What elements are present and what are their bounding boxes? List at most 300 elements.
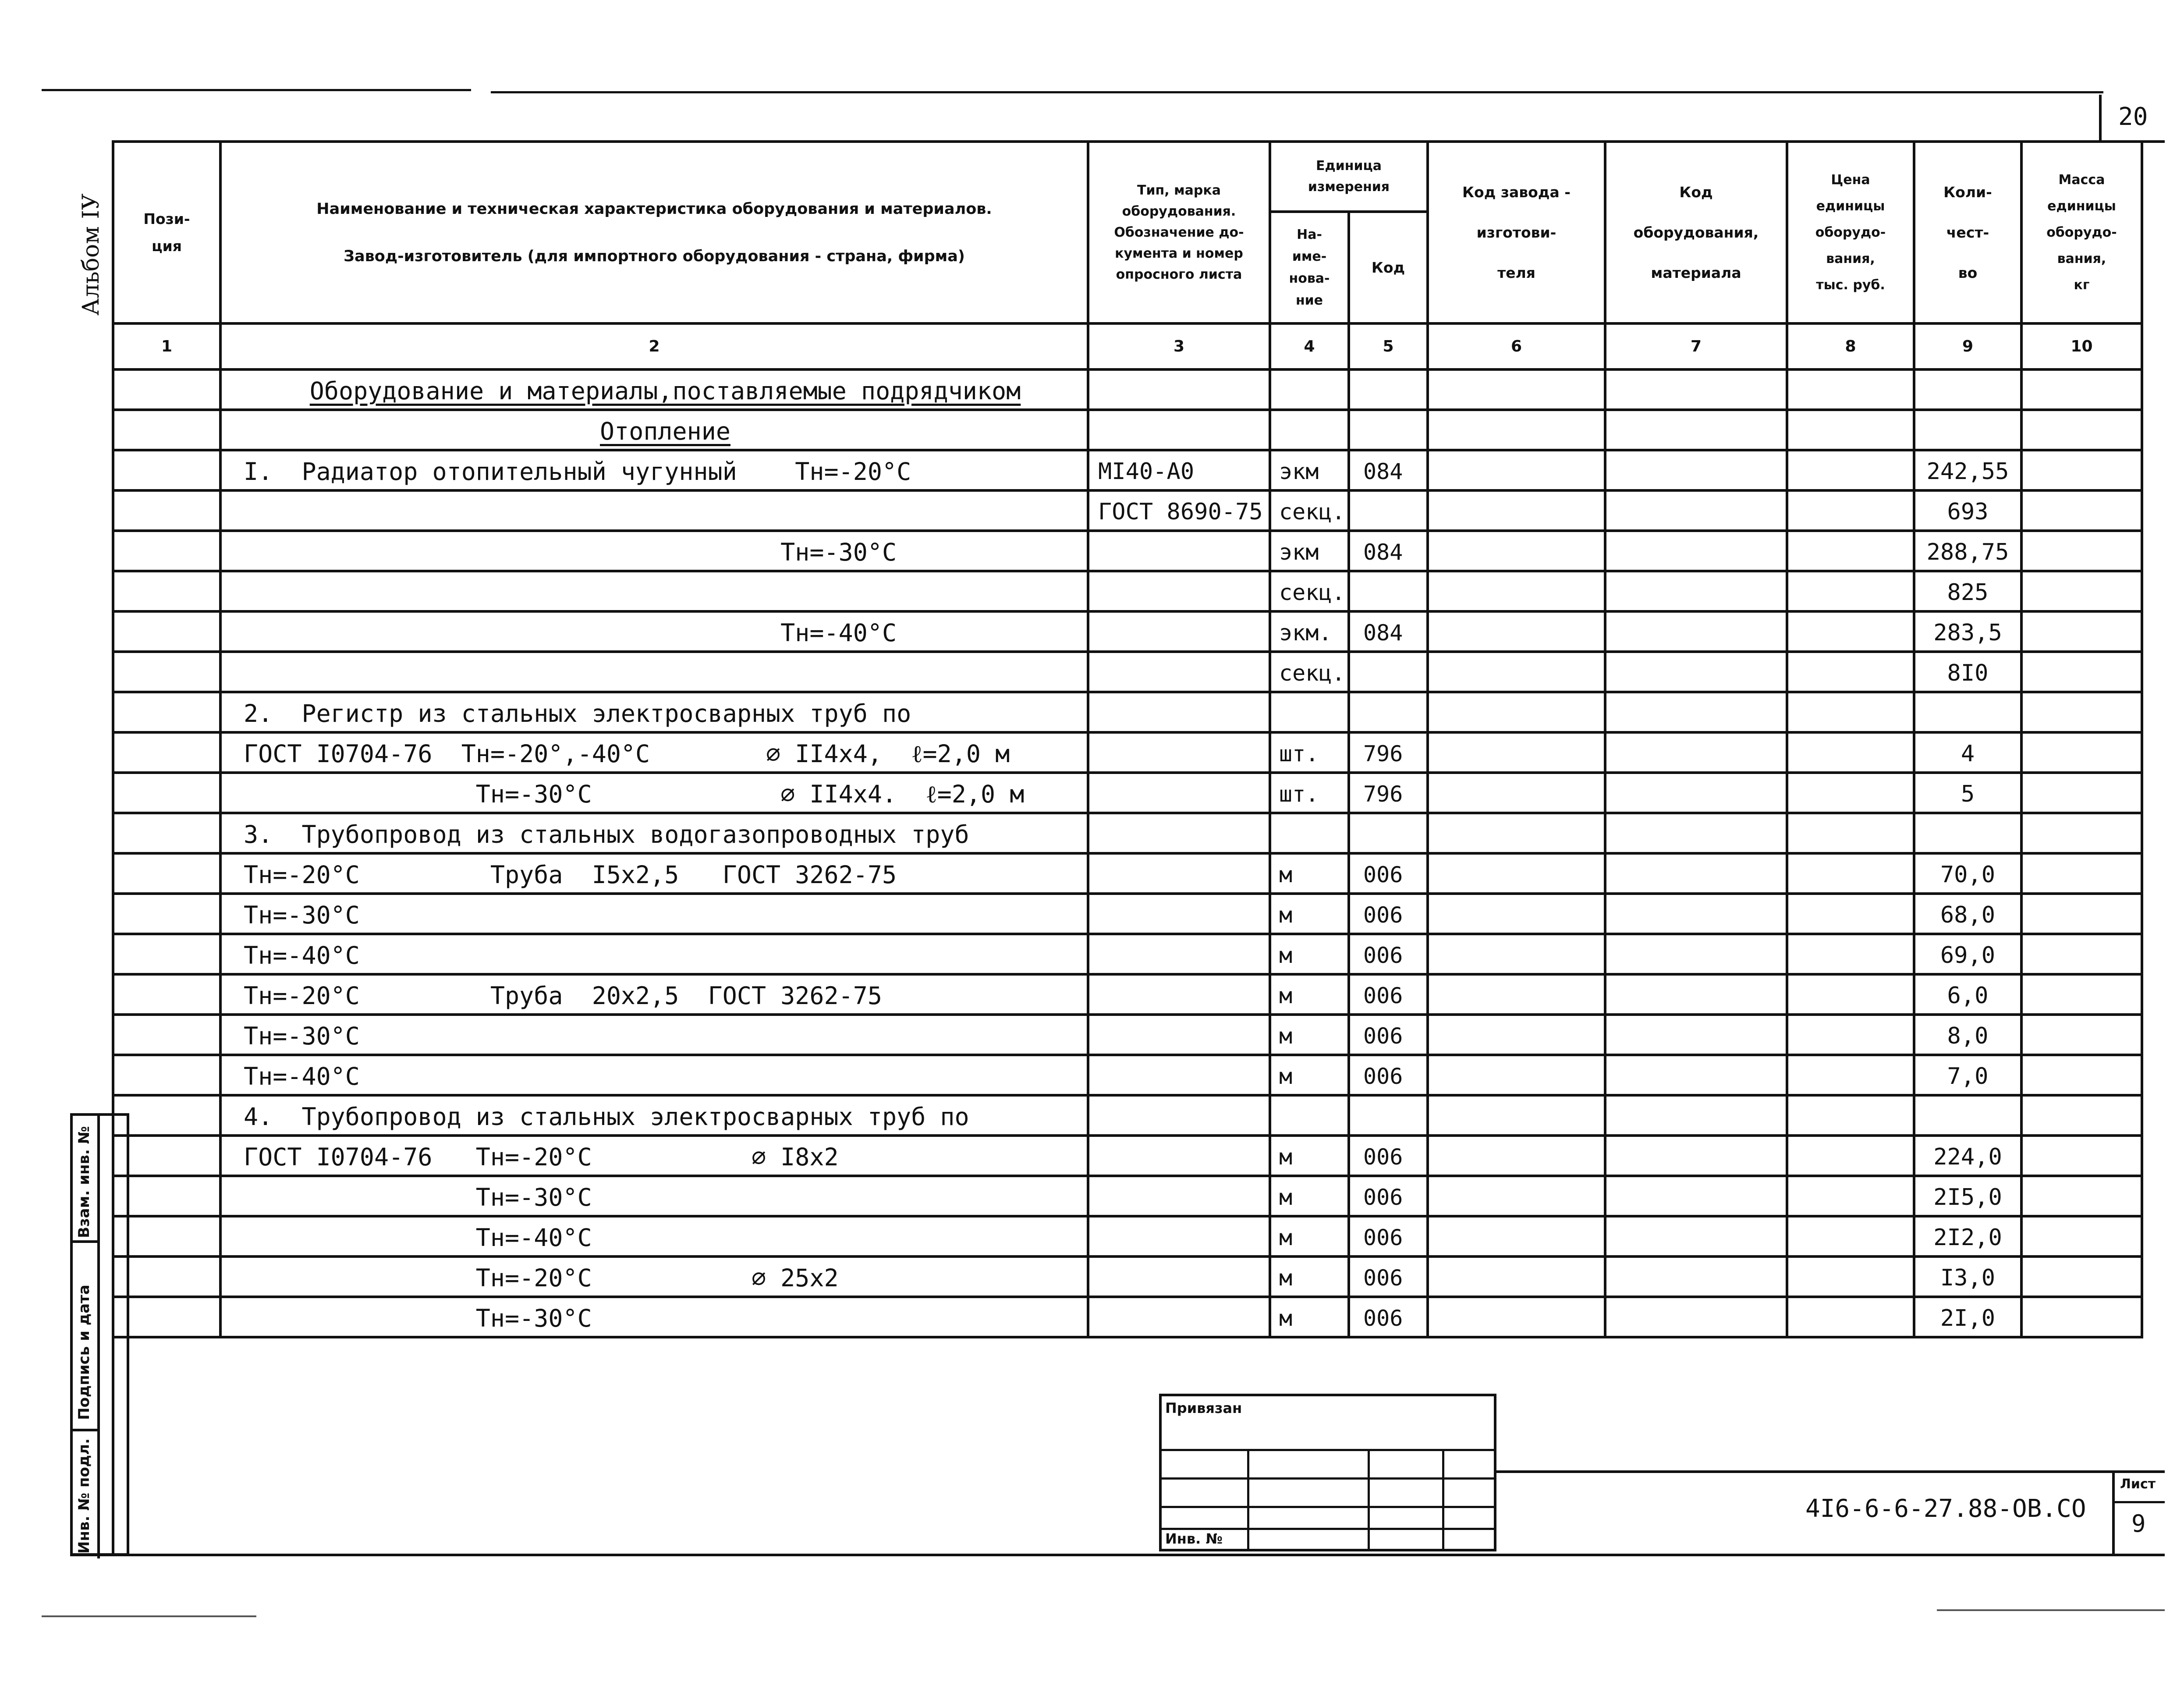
cell-c7 bbox=[1605, 1176, 1787, 1216]
table-row bbox=[113, 490, 2142, 531]
inventory-label: Инв. № bbox=[1165, 1530, 1223, 1547]
cell-c7 bbox=[1605, 1015, 1787, 1055]
cell-c7 bbox=[1605, 410, 1787, 450]
side-label-inv-podl: Инв. № подл. bbox=[75, 1438, 93, 1554]
cell-c3 bbox=[1088, 571, 1270, 611]
cell-c5: 006 bbox=[1349, 1216, 1428, 1257]
table-row bbox=[113, 369, 2142, 410]
table-row bbox=[113, 531, 2142, 571]
cell-c5 bbox=[1349, 571, 1428, 611]
cell-c10 bbox=[2021, 1055, 2142, 1095]
cell-c4 bbox=[1270, 813, 1349, 853]
cell-c6 bbox=[1428, 410, 1605, 450]
cell-c1 bbox=[113, 813, 220, 853]
cell-c1 bbox=[113, 571, 220, 611]
cell-c4: м bbox=[1270, 1297, 1349, 1337]
cell-c5: 006 bbox=[1349, 1257, 1428, 1297]
cell-c8 bbox=[1787, 773, 1914, 813]
cell-c9: 8,0 bbox=[1914, 1015, 2021, 1055]
binding-hline bbox=[1162, 1449, 1495, 1451]
cell-c3: МI40-А0 bbox=[1088, 450, 1270, 490]
cell-c6 bbox=[1428, 1176, 1605, 1216]
cell-c10 bbox=[2021, 974, 2142, 1015]
cell-c6 bbox=[1428, 490, 1605, 531]
column-number: 3 bbox=[1088, 323, 1270, 369]
cell-c7 bbox=[1605, 611, 1787, 652]
binding-block bbox=[1159, 1394, 1496, 1551]
cell-c8 bbox=[1787, 1216, 1914, 1257]
cell-c3 bbox=[1088, 773, 1270, 813]
cell-c6 bbox=[1428, 813, 1605, 853]
cell-c2: Тн=-30°С ⌀ II4х4. ℓ=2,0 м bbox=[220, 773, 1088, 813]
cell-c3 bbox=[1088, 1136, 1270, 1176]
cell-c9: 2I5,0 bbox=[1914, 1176, 2021, 1216]
cell-c9: 288,75 bbox=[1914, 531, 2021, 571]
cell-c3 bbox=[1088, 1257, 1270, 1297]
cell-c2: 2. Регистр из стальных электросварных труб по bbox=[220, 692, 1088, 732]
table-row bbox=[113, 1095, 2142, 1136]
header-name-line2: Завод-изготовитель (для импортного оборудования - страна, фирма) bbox=[344, 247, 965, 265]
cell-c1 bbox=[113, 773, 220, 813]
cell-c8 bbox=[1787, 974, 1914, 1015]
code-block-top bbox=[1496, 1470, 2165, 1473]
cell-c6 bbox=[1428, 1055, 1605, 1095]
cell-c2: Тн=-30°С bbox=[220, 894, 1088, 934]
cell-c6 bbox=[1428, 1136, 1605, 1176]
cell-c4 bbox=[1270, 369, 1349, 410]
table-row bbox=[113, 1297, 2142, 1337]
cell-c6 bbox=[1428, 1015, 1605, 1055]
table-row bbox=[113, 1055, 2142, 1095]
cell-c4: шт. bbox=[1270, 773, 1349, 813]
cell-c6 bbox=[1428, 1095, 1605, 1136]
cell-c2 bbox=[220, 490, 1088, 531]
cell-c7 bbox=[1605, 1297, 1787, 1337]
cell-c1 bbox=[113, 732, 220, 773]
top-rule-right bbox=[491, 91, 2103, 93]
cell-c4: экм. bbox=[1270, 611, 1349, 652]
table-row bbox=[113, 1176, 2142, 1216]
cell-c8 bbox=[1787, 611, 1914, 652]
cell-c2: Тн=-40°С bbox=[220, 934, 1088, 974]
cell-c4 bbox=[1270, 1095, 1349, 1136]
table-row bbox=[113, 1216, 2142, 1257]
cell-c7 bbox=[1605, 934, 1787, 974]
cell-c3 bbox=[1088, 692, 1270, 732]
table-row bbox=[113, 1136, 2142, 1176]
cell-c8 bbox=[1787, 813, 1914, 853]
cell-c8 bbox=[1787, 894, 1914, 934]
table-row bbox=[113, 732, 2142, 773]
table-row bbox=[113, 974, 2142, 1015]
cell-c8 bbox=[1787, 732, 1914, 773]
cell-c9: I3,0 bbox=[1914, 1257, 2021, 1297]
column-number: 7 bbox=[1605, 323, 1787, 369]
cell-c3 bbox=[1088, 813, 1270, 853]
cell-c1 bbox=[113, 531, 220, 571]
cell-c10 bbox=[2021, 369, 2142, 410]
header-row-top bbox=[113, 142, 2142, 212]
cell-c4: секц. bbox=[1270, 652, 1349, 692]
cell-c4: м bbox=[1270, 1176, 1349, 1216]
cell-c7 bbox=[1605, 692, 1787, 732]
cell-c7 bbox=[1605, 652, 1787, 692]
column-number: 8 bbox=[1787, 323, 1914, 369]
cell-c5 bbox=[1349, 813, 1428, 853]
cell-c9: 68,0 bbox=[1914, 894, 2021, 934]
page-number: 20 bbox=[2118, 103, 2148, 131]
bottom-rule-right bbox=[1937, 1609, 2165, 1611]
cell-c2: Тн=-40°С bbox=[220, 1216, 1088, 1257]
cell-c4: экм bbox=[1270, 531, 1349, 571]
header-type: Тип, марка оборудования. Обозначение до- кумента и номер опросного листа bbox=[1088, 142, 1270, 323]
cell-c3 bbox=[1088, 531, 1270, 571]
cell-c9: 224,0 bbox=[1914, 1136, 2021, 1176]
cell-c1 bbox=[113, 894, 220, 934]
cell-c2: ГОСТ I0704-76 Тн=-20°,-40°С ⌀ II4х4, ℓ=2,0 м bbox=[220, 732, 1088, 773]
cell-c8 bbox=[1787, 934, 1914, 974]
cell-c9: 5 bbox=[1914, 773, 2021, 813]
cell-c3 bbox=[1088, 934, 1270, 974]
sheet-number: 9 bbox=[2131, 1510, 2146, 1537]
cell-c1 bbox=[113, 410, 220, 450]
cell-c2: Отопление bbox=[220, 410, 1088, 450]
cell-c9 bbox=[1914, 692, 2021, 732]
cell-c1 bbox=[113, 450, 220, 490]
cell-c6 bbox=[1428, 974, 1605, 1015]
cell-c2: Оборудование и материалы,поставляемые подрядчиком bbox=[220, 369, 1088, 410]
cell-c7 bbox=[1605, 369, 1787, 410]
cell-c9: 6,0 bbox=[1914, 974, 2021, 1015]
cell-c4 bbox=[1270, 692, 1349, 732]
cell-c2: I. Радиатор отопительный чугунный Тн=-20°С bbox=[220, 450, 1088, 490]
header-name bbox=[220, 142, 1088, 323]
side-label-inv-vzam: Взам. инв. № bbox=[75, 1126, 93, 1238]
cell-c8 bbox=[1787, 369, 1914, 410]
cell-c2: Тн=-20°С Труба 20х2,5 ГОСТ 3262-75 bbox=[220, 974, 1088, 1015]
cell-c2: 3. Трубопровод из стальных водогазопроводных труб bbox=[220, 813, 1088, 853]
header-quantity: Коли- чест- во bbox=[1914, 142, 2021, 323]
cell-c6 bbox=[1428, 531, 1605, 571]
header-unit-name: На- име- нова- ние bbox=[1270, 212, 1349, 323]
cell-c10 bbox=[2021, 692, 2142, 732]
cell-c7 bbox=[1605, 974, 1787, 1015]
cell-c3 bbox=[1088, 1216, 1270, 1257]
cell-c10 bbox=[2021, 450, 2142, 490]
cell-c3 bbox=[1088, 974, 1270, 1015]
top-rule-left bbox=[42, 89, 471, 91]
table-row bbox=[113, 410, 2142, 450]
cell-c9: 70,0 bbox=[1914, 853, 2021, 894]
column-number: 5 bbox=[1349, 323, 1428, 369]
cell-c5: 006 bbox=[1349, 894, 1428, 934]
frame-left bbox=[112, 140, 114, 1555]
cell-c8 bbox=[1787, 652, 1914, 692]
cell-c8 bbox=[1787, 410, 1914, 450]
cell-c5: 796 bbox=[1349, 773, 1428, 813]
column-number: 6 bbox=[1428, 323, 1605, 369]
table-row bbox=[113, 853, 2142, 894]
cell-c4 bbox=[1270, 410, 1349, 450]
cell-c9: 693 bbox=[1914, 490, 2021, 531]
cell-c6 bbox=[1428, 571, 1605, 611]
cell-c6 bbox=[1428, 773, 1605, 813]
cell-c9 bbox=[1914, 369, 2021, 410]
cell-c7 bbox=[1605, 1055, 1787, 1095]
cell-c9: 825 bbox=[1914, 571, 2021, 611]
cell-c1 bbox=[113, 490, 220, 531]
cell-c4: м bbox=[1270, 853, 1349, 894]
table-row bbox=[113, 571, 2142, 611]
cell-c7 bbox=[1605, 813, 1787, 853]
cell-c10 bbox=[2021, 1136, 2142, 1176]
cell-c3 bbox=[1088, 1095, 1270, 1136]
binding-vline bbox=[1368, 1449, 1370, 1550]
cell-c5: 006 bbox=[1349, 853, 1428, 894]
cell-c4: м bbox=[1270, 894, 1349, 934]
cell-c3 bbox=[1088, 732, 1270, 773]
cell-c3: ГОСТ 8690-75 bbox=[1088, 490, 1270, 531]
cell-c7 bbox=[1605, 773, 1787, 813]
cell-c10 bbox=[2021, 531, 2142, 571]
cell-c3 bbox=[1088, 1015, 1270, 1055]
cell-c3 bbox=[1088, 894, 1270, 934]
cell-c5 bbox=[1349, 410, 1428, 450]
cell-c4: м bbox=[1270, 1257, 1349, 1297]
cell-c6 bbox=[1428, 1297, 1605, 1337]
cell-c4: м bbox=[1270, 974, 1349, 1015]
column-number: 9 bbox=[1914, 323, 2021, 369]
cell-c1 bbox=[113, 369, 220, 410]
binding-hline bbox=[1162, 1506, 1495, 1508]
sheet-box bbox=[2112, 1470, 2165, 1554]
cell-c5: 006 bbox=[1349, 934, 1428, 974]
table-row bbox=[113, 1015, 2142, 1055]
cell-c7 bbox=[1605, 732, 1787, 773]
cell-c4: шт. bbox=[1270, 732, 1349, 773]
cell-c7 bbox=[1605, 490, 1787, 531]
cell-c1 bbox=[113, 692, 220, 732]
cell-c10 bbox=[2021, 813, 2142, 853]
cell-c8 bbox=[1787, 1136, 1914, 1176]
cell-c1 bbox=[113, 1015, 220, 1055]
cell-c4: м bbox=[1270, 1055, 1349, 1095]
cell-c6 bbox=[1428, 652, 1605, 692]
cell-c7 bbox=[1605, 1257, 1787, 1297]
header-price: Цена единицы оборудо- вания, тыс. руб. bbox=[1787, 142, 1914, 323]
specification-body bbox=[113, 369, 2142, 1337]
cell-c7 bbox=[1605, 571, 1787, 611]
album-label: Альбом IУ bbox=[78, 193, 104, 316]
cell-c8 bbox=[1787, 692, 1914, 732]
cell-c1 bbox=[113, 934, 220, 974]
bottom-rule-left bbox=[42, 1615, 256, 1617]
cell-c2: Тн=-20°С ⌀ 25х2 bbox=[220, 1257, 1088, 1297]
cell-c6 bbox=[1428, 611, 1605, 652]
cell-c8 bbox=[1787, 1176, 1914, 1216]
cell-c8 bbox=[1787, 1297, 1914, 1337]
cell-c4: экм bbox=[1270, 450, 1349, 490]
cell-c5: 006 bbox=[1349, 974, 1428, 1015]
table-row bbox=[113, 450, 2142, 490]
cell-c3 bbox=[1088, 369, 1270, 410]
binding-vline bbox=[1442, 1449, 1444, 1550]
cell-c8 bbox=[1787, 490, 1914, 531]
cell-c10 bbox=[2021, 1216, 2142, 1257]
cell-c10 bbox=[2021, 1095, 2142, 1136]
document-code: 4I6-6-6-27.88-ОВ.СО bbox=[1805, 1494, 2086, 1523]
sheet-box-divider bbox=[2115, 1501, 2165, 1503]
cell-c8 bbox=[1787, 571, 1914, 611]
cell-c7 bbox=[1605, 853, 1787, 894]
cell-c5 bbox=[1349, 1095, 1428, 1136]
cell-c7 bbox=[1605, 450, 1787, 490]
cell-c2 bbox=[220, 571, 1088, 611]
table-row bbox=[113, 934, 2142, 974]
cell-c10 bbox=[2021, 611, 2142, 652]
cell-c9 bbox=[1914, 410, 2021, 450]
cell-c1 bbox=[113, 974, 220, 1015]
cell-c5: 006 bbox=[1349, 1055, 1428, 1095]
header-position: Пози- ция bbox=[113, 142, 220, 323]
cell-c1 bbox=[113, 652, 220, 692]
cell-c2: Тн=-40°С bbox=[220, 611, 1088, 652]
cell-c4: м bbox=[1270, 1136, 1349, 1176]
cell-c6 bbox=[1428, 732, 1605, 773]
cell-c2: Тн=-40°С bbox=[220, 1055, 1088, 1095]
cell-c6 bbox=[1428, 1257, 1605, 1297]
cell-c9: 69,0 bbox=[1914, 934, 2021, 974]
cell-c9 bbox=[1914, 1095, 2021, 1136]
binding-hline bbox=[1162, 1477, 1495, 1480]
cell-c3 bbox=[1088, 611, 1270, 652]
table-row bbox=[113, 773, 2142, 813]
cell-c7 bbox=[1605, 894, 1787, 934]
cell-c2 bbox=[220, 652, 1088, 692]
header-equipment-code: Код оборудования, материала bbox=[1605, 142, 1787, 323]
header-unit-code: Код bbox=[1349, 212, 1428, 323]
cell-c8 bbox=[1787, 531, 1914, 571]
cell-c9: 283,5 bbox=[1914, 611, 2021, 652]
cell-c5: 084 bbox=[1349, 611, 1428, 652]
binding-label: Привязан bbox=[1165, 1400, 1242, 1416]
cell-c2: Тн=-30°С bbox=[220, 1297, 1088, 1337]
cell-c7 bbox=[1605, 1095, 1787, 1136]
cell-c5: 084 bbox=[1349, 450, 1428, 490]
cell-c6 bbox=[1428, 369, 1605, 410]
cell-c5: 006 bbox=[1349, 1136, 1428, 1176]
cell-c9: 242,55 bbox=[1914, 450, 2021, 490]
page-number-box bbox=[2099, 95, 2165, 143]
cell-c2: Тн=-30°С bbox=[220, 531, 1088, 571]
cell-c8 bbox=[1787, 1015, 1914, 1055]
cell-c4: секц. bbox=[1270, 571, 1349, 611]
cell-c5: 796 bbox=[1349, 732, 1428, 773]
cell-c3 bbox=[1088, 1176, 1270, 1216]
column-number: 1 bbox=[113, 323, 220, 369]
cell-c2: Тн=-30°С bbox=[220, 1015, 1088, 1055]
cell-c8 bbox=[1787, 1055, 1914, 1095]
cell-c7 bbox=[1605, 1136, 1787, 1176]
cell-c10 bbox=[2021, 732, 2142, 773]
cell-c10 bbox=[2021, 490, 2142, 531]
cell-c5: 006 bbox=[1349, 1015, 1428, 1055]
specification-table bbox=[112, 140, 2143, 1338]
cell-c10 bbox=[2021, 934, 2142, 974]
cell-c5 bbox=[1349, 692, 1428, 732]
cell-c9: 4 bbox=[1914, 732, 2021, 773]
cell-c10 bbox=[2021, 571, 2142, 611]
header-unit-group: Единица измерения bbox=[1270, 142, 1428, 212]
cell-c9: 7,0 bbox=[1914, 1055, 2021, 1095]
cell-c1 bbox=[113, 853, 220, 894]
cell-c2: Тн=-20°С Труба I5х2,5 ГОСТ 3262-75 bbox=[220, 853, 1088, 894]
cell-c6 bbox=[1428, 853, 1605, 894]
table-row bbox=[113, 692, 2142, 732]
header-name-line1: Наименование и техническая характеристика оборудования и материалов. bbox=[316, 200, 992, 218]
cell-c3 bbox=[1088, 652, 1270, 692]
cell-c5 bbox=[1349, 490, 1428, 531]
cell-c10 bbox=[2021, 652, 2142, 692]
cell-c10 bbox=[2021, 773, 2142, 813]
cell-c6 bbox=[1428, 450, 1605, 490]
cell-c10 bbox=[2021, 1257, 2142, 1297]
cell-c1 bbox=[113, 1055, 220, 1095]
cell-c3 bbox=[1088, 1297, 1270, 1337]
cell-c6 bbox=[1428, 1216, 1605, 1257]
table-row bbox=[113, 652, 2142, 692]
cell-c3 bbox=[1088, 1055, 1270, 1095]
cell-c4: м bbox=[1270, 934, 1349, 974]
table-row bbox=[113, 611, 2142, 652]
cell-c8 bbox=[1787, 853, 1914, 894]
binding-vline bbox=[1247, 1449, 1249, 1550]
cell-c6 bbox=[1428, 894, 1605, 934]
cell-c8 bbox=[1787, 1095, 1914, 1136]
cell-c8 bbox=[1787, 1257, 1914, 1297]
binding-hline bbox=[1162, 1528, 1495, 1530]
cell-c2: Тн=-30°С bbox=[220, 1176, 1088, 1216]
cell-c6 bbox=[1428, 692, 1605, 732]
cell-c9 bbox=[1914, 813, 2021, 853]
header-factory-code: Код завода - изготови- теля bbox=[1428, 142, 1605, 323]
cell-c8 bbox=[1787, 450, 1914, 490]
cell-c9: 8I0 bbox=[1914, 652, 2021, 692]
cell-c5 bbox=[1349, 369, 1428, 410]
header-mass: Масса единицы оборудо- вания, кг bbox=[2021, 142, 2142, 323]
cell-c5: 006 bbox=[1349, 1176, 1428, 1216]
cell-c3 bbox=[1088, 410, 1270, 450]
cell-c2: 4. Трубопровод из стальных электросварных труб по bbox=[220, 1095, 1088, 1136]
cell-c5: 006 bbox=[1349, 1297, 1428, 1337]
side-label-podpis: Подпись и дата bbox=[75, 1285, 93, 1420]
column-number: 2 bbox=[220, 323, 1088, 369]
table-row bbox=[113, 894, 2142, 934]
column-number: 4 bbox=[1270, 323, 1349, 369]
cell-c10 bbox=[2021, 1015, 2142, 1055]
column-number-row bbox=[113, 323, 2142, 369]
cell-c5: 084 bbox=[1349, 531, 1428, 571]
cell-c10 bbox=[2021, 853, 2142, 894]
cell-c4: м bbox=[1270, 1216, 1349, 1257]
cell-c10 bbox=[2021, 894, 2142, 934]
cell-c6 bbox=[1428, 934, 1605, 974]
column-number: 10 bbox=[2021, 323, 2142, 369]
cell-c10 bbox=[2021, 1176, 2142, 1216]
cell-c2: ГОСТ I0704-76 Тн=-20°С ⌀ I8х2 bbox=[220, 1136, 1088, 1176]
sheet-label: Лист bbox=[2120, 1477, 2156, 1492]
table-row bbox=[113, 813, 2142, 853]
